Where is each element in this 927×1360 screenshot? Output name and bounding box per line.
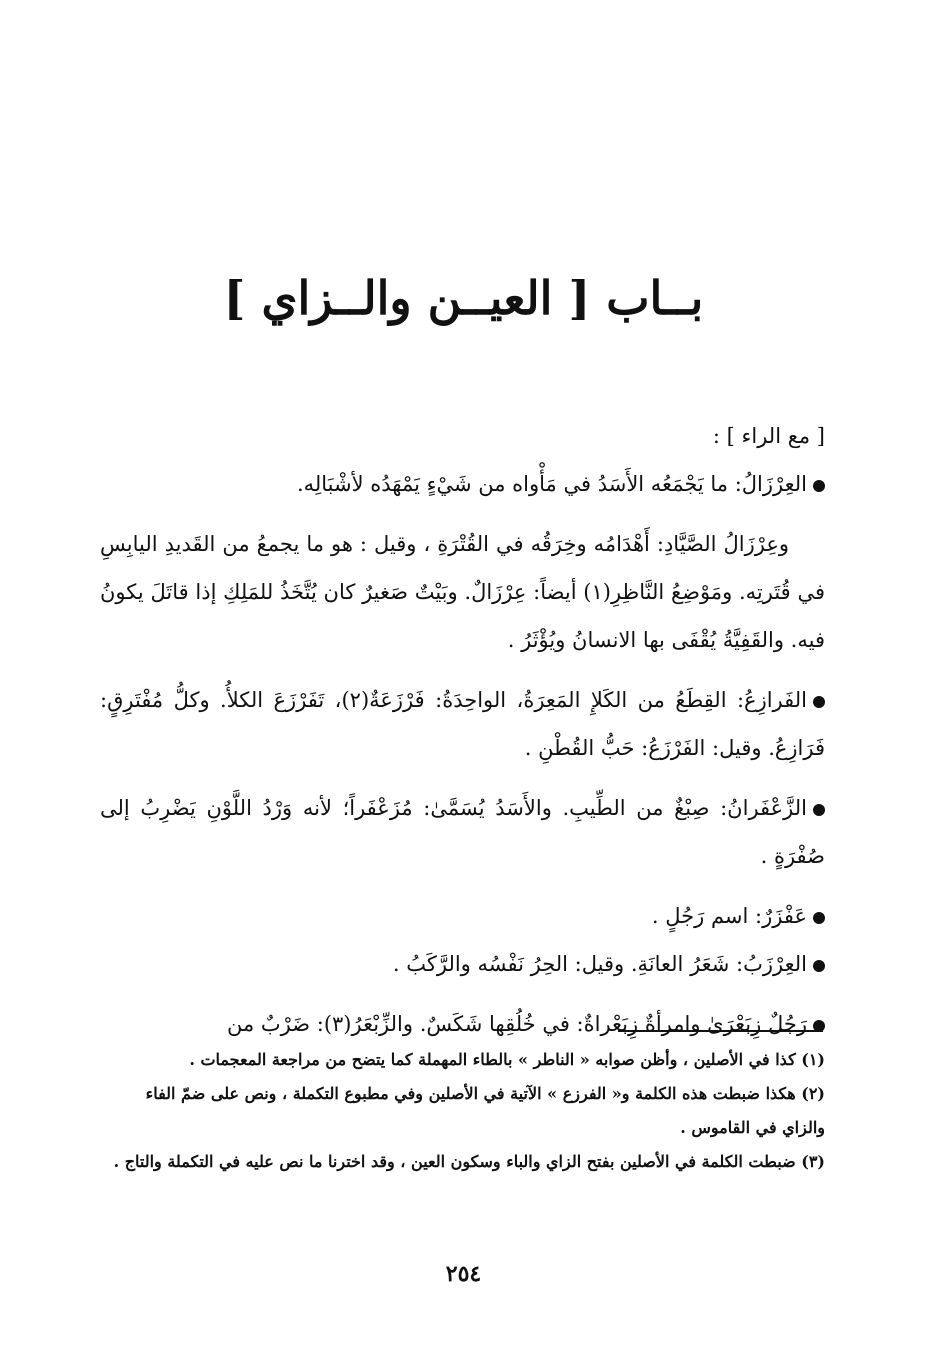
bullet-icon [813,804,825,816]
entry-text: العِرْزَالُ: ما يَجْمَعُه الأَسَدُ في مَأْواه من شَيْءٍ يَمْهَدُه لأشْبَالِه. [296,472,807,496]
entry-zafaran [100,784,825,880]
bullet-icon [813,960,825,972]
main-text [100,412,825,1048]
section-heading: [ مع الراء ] : [712,424,825,448]
entry-farazi [100,676,825,772]
entry-text: الفَرازِعُ: القِطَعُ من الكَلإِ المَعِرَةُ، الواحِدَةُ: فَرْزَعَةٌ(٢)، تَفَرْزَعَ الكلأُ. وكلُّ مُفْتَرِقٍ: فَرَازِعُ. وقيل: الفَرْزَعُ: حَبُّ القُطْنِ . [100,688,825,760]
bullet-icon [813,696,825,708]
entry-zibara [100,1000,825,1048]
footnote-1: (١) كذا في الأصلين ، وأظن صوابه « الناطر » بالطاء المهملة كما يتضح من مراجعة المعجمات . [189,1050,825,1069]
entry-irzal [100,460,825,508]
bullet-icon [813,912,825,924]
entry-text: العِرْزَبُ: شَعَرُ العانَةِ. وقيل: الحِرُ نَفْسُه والرَّكَبُ . [392,952,807,976]
entry-text: عَفْزَرٌ: اسم رَجُلٍ . [651,904,807,928]
page-title: بــاب [ العيــن والــزاي ] [223,271,704,325]
footnote-2: (٢) هكذا ضبطت هذه الكلمة و« الفرزع » الآتية في الأصلين وفي مطبوع التكملة ، ونص على ضمّ الفاء والزاي في القاموس . [145,1084,825,1137]
entry-afzar [100,892,825,940]
entry-text: الزَّعْفَرانُ: صِبْغٌ من الطِّيبِ. والأَسَدُ يُسَمَّىٰ: مُزَعْفَراً؛ لأنه وَرْدُ اللَّوْنِ يَضْرِبُ إلى صُفْرَةٍ . [100,796,825,868]
paragraph-irzal-sayyad: وعِرْزَالُ الصَّيَّادِ: أَهْدَامُه وخِرَقُه في القُتْرَةِ ، وقيل : هو ما يجمعُ من القَديدِ اليابِسِ في قُتَرتِه. ومَوْضِعُ النَّاظِرِ(١) أيضاً: عِرْزَالٌ. وبَيْتٌ صَغيرٌ كان يُتَّخَذُ للمَلِكِ إذا قاتَلَ يكونُ فيه. والقَفِيَّةُ يُقْفَى بها الانسانُ ويُؤْثَرُ . [100,532,825,652]
footnote-divider [618,1030,823,1032]
footnote-3: (٣) ضبطت الكلمة في الأصلين بفتح الزاي والباء وسكون العين ، وقد اخترنا ما نص عليه في التكملة والتاج . [113,1152,825,1171]
bullet-icon [813,480,825,492]
page-number: ٢٥٤ [445,1261,482,1287]
entry-text: رَجُلٌ زِبَعْرَىٰ وامرأةٌ زِبَعْراةٌ: في خُلُقِها شَكَسٌ. والزِّبْعَرُ(٣): ضَرْبٌ من [226,1012,807,1036]
footnotes [100,1043,825,1179]
entry-irzab [100,940,825,988]
